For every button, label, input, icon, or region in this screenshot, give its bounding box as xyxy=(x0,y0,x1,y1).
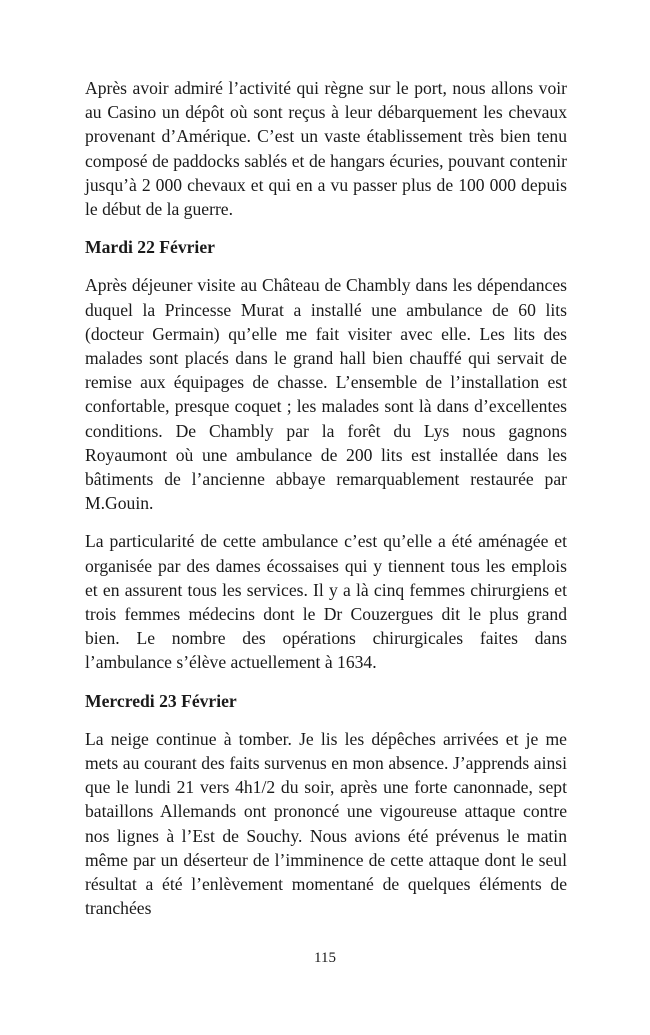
paragraph-chambly-visit: Après déjeuner visite au Château de Chambly dans les dépendances duquel la Princesse Murat a installé une ambulance de 60 lits (docteur Germain) qu’elle me fait visiter avec elle. Les lits des malades sont placés dans le grand hall bien chauffé qui servait de remise aux équipages de chasse. L’ensemble de l’installation est confortable, presque coquet ; les malades sont là dans d’excellentes conditions. De Chambly par la forêt du Lys nous gagnons Royaumont où une ambulance de 200 lits est installée dans les bâtiments de l’ancienne abbaye remarquablement restaurée par M.Gouin. xyxy=(85,275,567,514)
paragraph-casino-horses: Après avoir admiré l’activité qui règne sur le port, nous allons voir au Casino un dépôt où sont reçus à leur débarquement les chevaux provenant d’Amérique. C’est un vaste établissement très bien tenu composé de paddocks sablés et de hangars écuries, pouvant contenir jusqu’à 2 000 chevaux et qui en a vu passer plus de 100 000 depuis le début de la guerre. xyxy=(85,78,567,220)
page-body xyxy=(85,76,567,921)
paragraph-royaumont-ambulance: La particularité de cette ambulance c’est qu’elle a été aménagée et organisée par des dames écossaises qui y tiennent tous les emplois et en assurent tous les services. Il y a là cinq femmes chirurgiens et trois femmes médecins dont le Dr Couzergues dit le plus grand bien. Le nombre des opérations chirurgicales faites dans l’ambulance s’élève actuellement à 1634. xyxy=(85,531,567,673)
paragraph-german-attack: La neige continue à tomber. Je lis les dépêches arrivées et je me mets au courant des faits survenus en mon absence. J’apprends ainsi que le lundi 21 vers 4h1/2 du soir, après une forte canonnade, sept bataillons Allemands ont prononcé une vigoureuse attaque contre nos lignes à l’Est de Souchy. Nous avions été prévenus le matin même par un déserteur de l’imminence de cette attaque dont le seul résultat a été l’enlèvement momentané de quelques éléments de tranchées xyxy=(85,728,567,919)
heading-mardi-22-fevrier: Mardi 22 Février xyxy=(85,237,215,258)
page-number: 115 xyxy=(314,950,336,966)
heading-mercredi-23-fevrier: Mercredi 23 Février xyxy=(85,690,237,711)
